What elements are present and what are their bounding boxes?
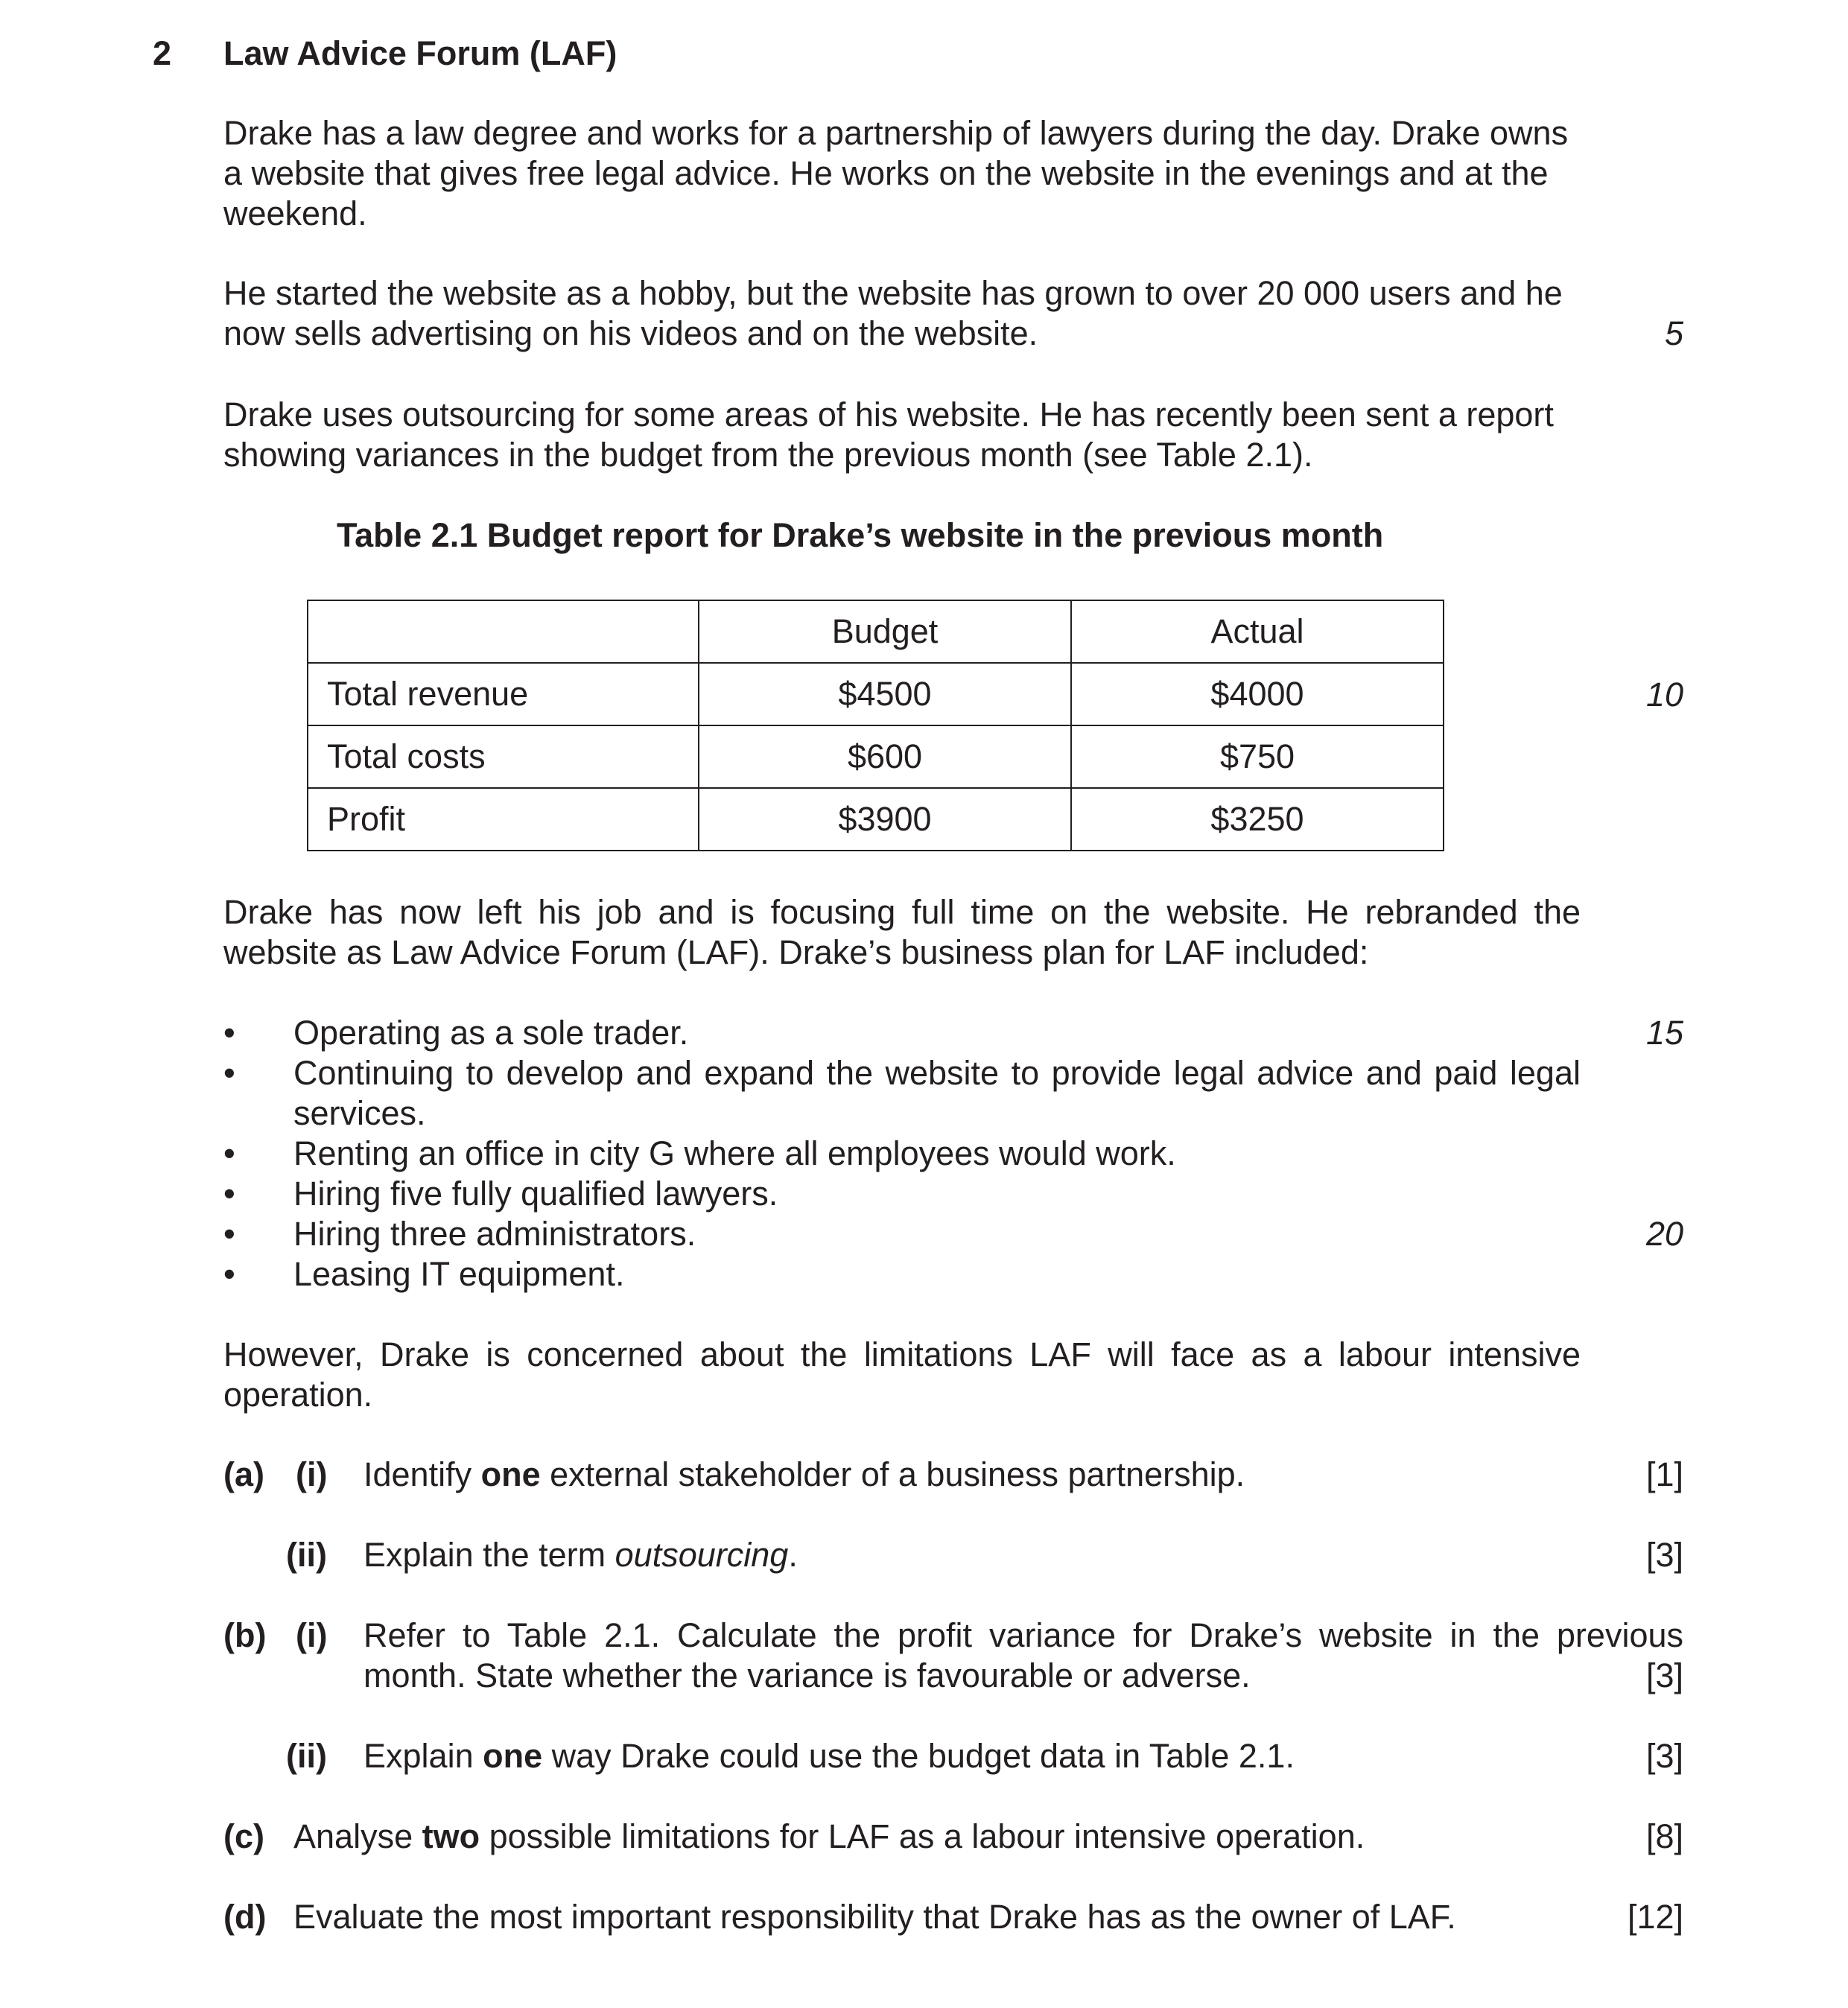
table-cell: Total revenue bbox=[308, 663, 699, 725]
part-c-mark: [8] bbox=[1645, 1817, 1683, 1855]
paragraph-concern-line-2: operation. bbox=[223, 1376, 373, 1414]
paragraph-rebrand-line-1: Drake has now left his job and is focusing full time on the website. He rebranded the bbox=[223, 893, 1581, 931]
question-number: 2 bbox=[153, 34, 172, 72]
table-cell: Profit bbox=[308, 788, 699, 851]
part-a-label: (a) bbox=[223, 1455, 264, 1493]
part-d-mark: [12] bbox=[1627, 1898, 1683, 1936]
part-a-i-text-start: Identify bbox=[363, 1455, 481, 1493]
list-item: Renting an office in city G where all employees would work. bbox=[293, 1134, 1176, 1172]
table-row bbox=[308, 725, 1444, 788]
list-item: Hiring three administrators. bbox=[293, 1215, 696, 1253]
budget-table bbox=[307, 600, 1444, 851]
table-cell: $750 bbox=[1071, 725, 1444, 788]
table-cell: $3250 bbox=[1071, 788, 1444, 851]
part-c-text-end: possible limitations for LAF as a labour intensive operation. bbox=[480, 1817, 1365, 1855]
table-row bbox=[308, 788, 1444, 851]
part-a-ii-text bbox=[363, 1535, 798, 1575]
bullet-marker: • bbox=[223, 1255, 235, 1293]
part-a-ii-mark: [3] bbox=[1645, 1536, 1683, 1574]
part-a-i-mark: [1] bbox=[1645, 1455, 1683, 1493]
bullet-marker: • bbox=[223, 1054, 235, 1092]
table-cell: $600 bbox=[699, 725, 1071, 788]
table-header-cell bbox=[308, 600, 699, 663]
line-number-5: 5 bbox=[1664, 314, 1683, 352]
part-a-i-text-end: external stakeholder of a business partnership. bbox=[540, 1455, 1245, 1493]
bullet-marker: • bbox=[223, 1014, 235, 1052]
table-cell: $3900 bbox=[699, 788, 1071, 851]
list-item: Leasing IT equipment. bbox=[293, 1255, 625, 1293]
part-b-label: (b) bbox=[223, 1616, 267, 1654]
part-c-text bbox=[293, 1817, 1365, 1857]
paragraph-intro: Drake has a law degree and works for a partnership of lawyers during the day. Drake owns a website that gives free legal advice. He works on the website in the evenings and at the weekend. bbox=[223, 114, 1569, 232]
bullet-marker: • bbox=[223, 1175, 235, 1213]
part-b-ii-text bbox=[363, 1736, 1295, 1776]
list-item-continuation: services. bbox=[293, 1094, 426, 1132]
part-b-ii-text-start: Explain bbox=[363, 1737, 483, 1775]
part-a-i-label: (i) bbox=[296, 1455, 328, 1493]
line-number-15: 15 bbox=[1645, 1014, 1683, 1052]
line-number-10: 10 bbox=[1645, 676, 1683, 714]
part-d-text: Evaluate the most important responsibility that Drake has as the owner of LAF. bbox=[293, 1898, 1456, 1936]
part-c-emphasis: two bbox=[422, 1817, 480, 1855]
part-d-label: (d) bbox=[223, 1898, 267, 1936]
table-cell: $4500 bbox=[699, 663, 1071, 725]
part-a-i-text bbox=[363, 1455, 1245, 1495]
part-b-ii-label: (ii) bbox=[286, 1737, 327, 1775]
table-header-row bbox=[308, 600, 1444, 663]
part-a-ii-text-start: Explain the term bbox=[363, 1536, 615, 1574]
table-row bbox=[308, 663, 1444, 725]
part-b-i-label: (i) bbox=[296, 1616, 328, 1654]
part-a-ii-text-end: . bbox=[788, 1536, 798, 1574]
table-header-cell: Actual bbox=[1071, 600, 1444, 663]
question-title: Law Advice Forum (LAF) bbox=[223, 34, 617, 72]
paragraph-outsourcing: Drake uses outsourcing for some areas of his website. He has recently been sent a report showing variances in the budget from the previous month (see Table 2.1). bbox=[223, 395, 1554, 474]
bullet-marker: • bbox=[223, 1215, 235, 1253]
list-item: Hiring five fully qualified lawyers. bbox=[293, 1175, 778, 1213]
part-c-text-start: Analyse bbox=[293, 1817, 422, 1855]
part-a-i-emphasis: one bbox=[480, 1455, 541, 1493]
part-c-label: (c) bbox=[223, 1817, 264, 1855]
paragraph-growth-line-1: He started the website as a hobby, but the website has grown to over 20 000 users and he bbox=[223, 274, 1563, 312]
table-cell: Total costs bbox=[308, 725, 699, 788]
line-number-20: 20 bbox=[1645, 1215, 1683, 1253]
part-a-ii-label: (ii) bbox=[286, 1536, 327, 1574]
list-item: Operating as a sole trader. bbox=[293, 1014, 689, 1052]
table-header-cell: Budget bbox=[699, 600, 1071, 663]
list-item: Continuing to develop and expand the website to provide legal advice and paid legal bbox=[293, 1054, 1581, 1092]
part-b-i-mark: [3] bbox=[1645, 1656, 1683, 1694]
part-b-ii-text-end: way Drake could use the budget data in Table 2.1. bbox=[542, 1737, 1295, 1775]
part-b-i-text-line-1: Refer to Table 2.1. Calculate the profit variance for Drake’s website in the previous bbox=[363, 1616, 1683, 1654]
part-a-ii-term: outsourcing bbox=[615, 1536, 789, 1574]
paragraph-concern-line-1: However, Drake is concerned about the limitations LAF will face as a labour intensive bbox=[223, 1335, 1581, 1373]
part-b-ii-mark: [3] bbox=[1645, 1737, 1683, 1775]
paragraph-growth-line-2: now sells advertising on his videos and on the website. bbox=[223, 314, 1038, 352]
part-b-i-text-line-2: month. State whether the variance is favourable or adverse. bbox=[363, 1656, 1251, 1694]
table-caption: Table 2.1 Budget report for Drake’s website in the previous month bbox=[337, 516, 1384, 554]
part-b-ii-emphasis: one bbox=[483, 1737, 543, 1775]
table-cell: $4000 bbox=[1071, 663, 1444, 725]
bullet-marker: • bbox=[223, 1134, 235, 1172]
paragraph-rebrand-line-2: website as Law Advice Forum (LAF). Drake’s business plan for LAF included: bbox=[223, 933, 1369, 971]
